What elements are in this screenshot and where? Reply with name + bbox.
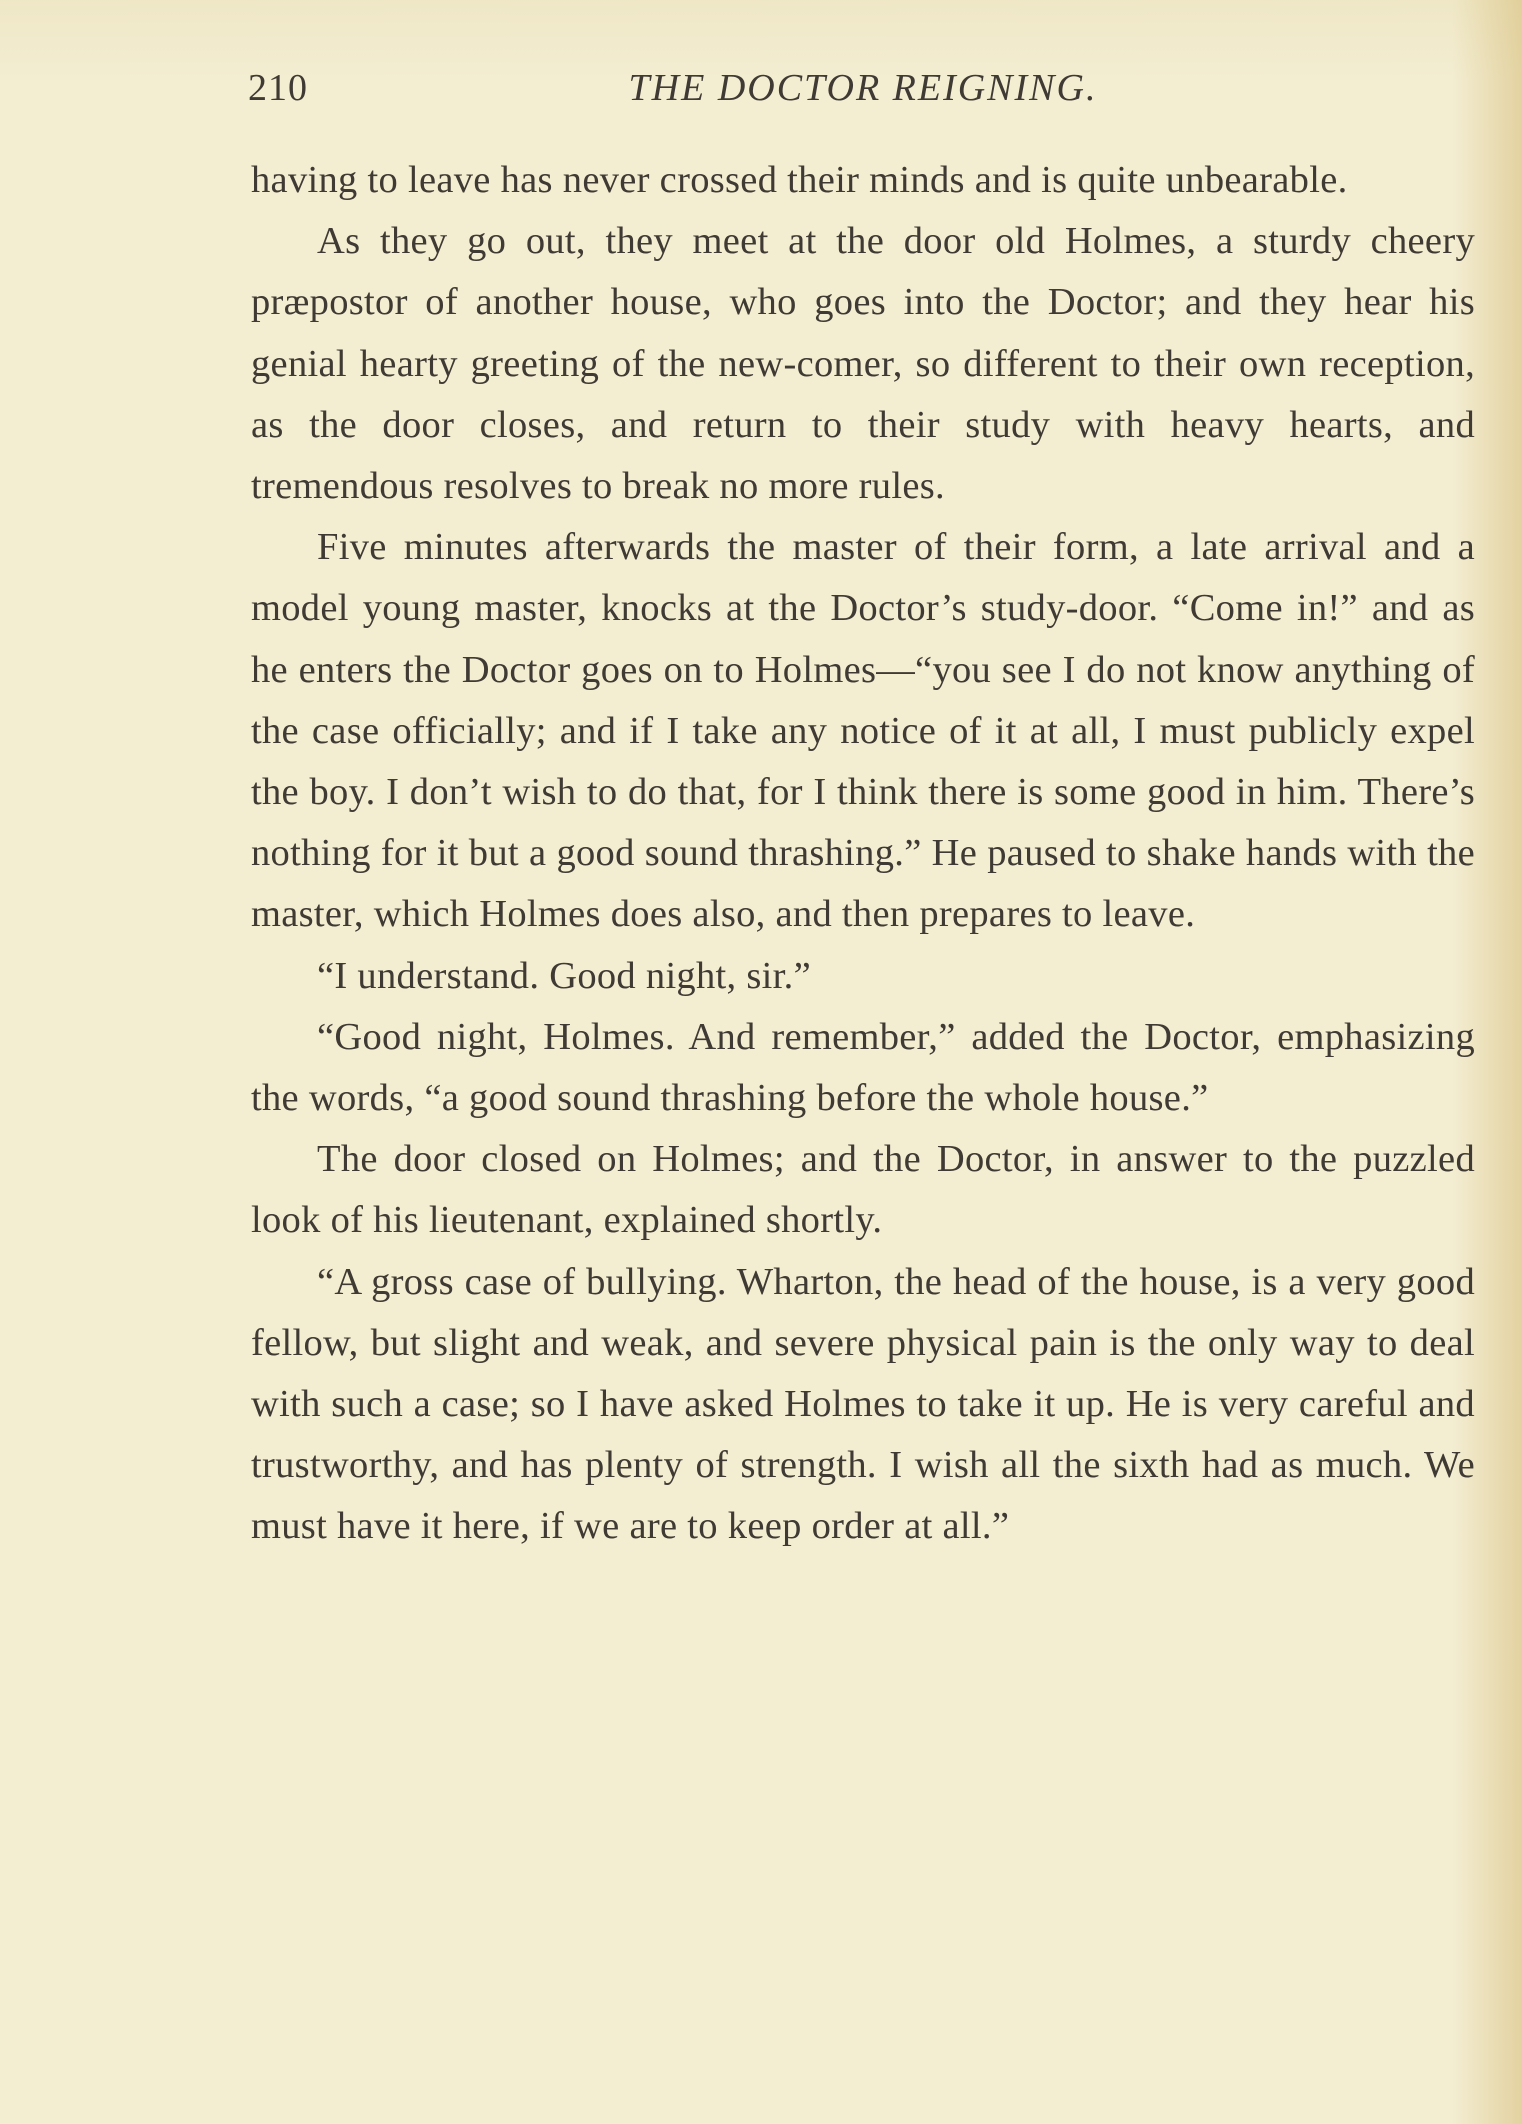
page-number: 210 — [248, 67, 308, 109]
paragraph: “Good night, Holmes. And remember,” added the Doctor, emphasizing the words, “a good sound thrashing before the whole house.” — [251, 1015, 1475, 1120]
paragraph: “A gross case of bullying. Wharton, the head of the house, is a very good fellow, but slight and weak, and severe physical pain is the only way to deal with such a case; so I have asked Holmes to take it up. He is very careful and trustworthy, and has plenty of strength. I wish all the sixth had as much. We must have it here, if we are to keep order at all.” — [251, 1260, 1475, 1548]
running-head: THE DOCTOR REIGNING. — [628, 67, 1098, 109]
body-text — [251, 150, 1475, 1558]
page-header — [248, 66, 1478, 126]
paragraph-continuation: having to leave has never crossed their minds and is quite unbearable. — [251, 159, 1348, 201]
paragraph: Five minutes afterwards the master of their form, a late arrival and a model young master, knocks at the Doctor’s study-door. “Come in!” and as he enters the Doctor goes on to Holmes—“you see I do not know anything of the case officially; and if I take any notice of it at all, I must publicly expel the boy. I don’t wish to do that, for I think there is some good in him. There’s nothing for it but a good sound thrashing.” He paused to shake hands with the master, which Holmes does also, and then prepares to leave. — [251, 526, 1475, 936]
paragraph: “I understand. Good night, sir.” — [317, 954, 811, 997]
paragraph: As they go out, they meet at the door old Holmes, a sturdy cheery præpostor of another house, who goes into the Doctor; and they hear his genial hearty greeting of the new-comer, so different to their own reception, as the door closes, and return to their study with heavy hearts, and tremendous resolves to break no more rules. — [251, 220, 1475, 508]
paragraph: The door closed on Holmes; and the Doctor, in answer to the puzzled look of his lieutenant, explained shortly. — [251, 1138, 1475, 1242]
